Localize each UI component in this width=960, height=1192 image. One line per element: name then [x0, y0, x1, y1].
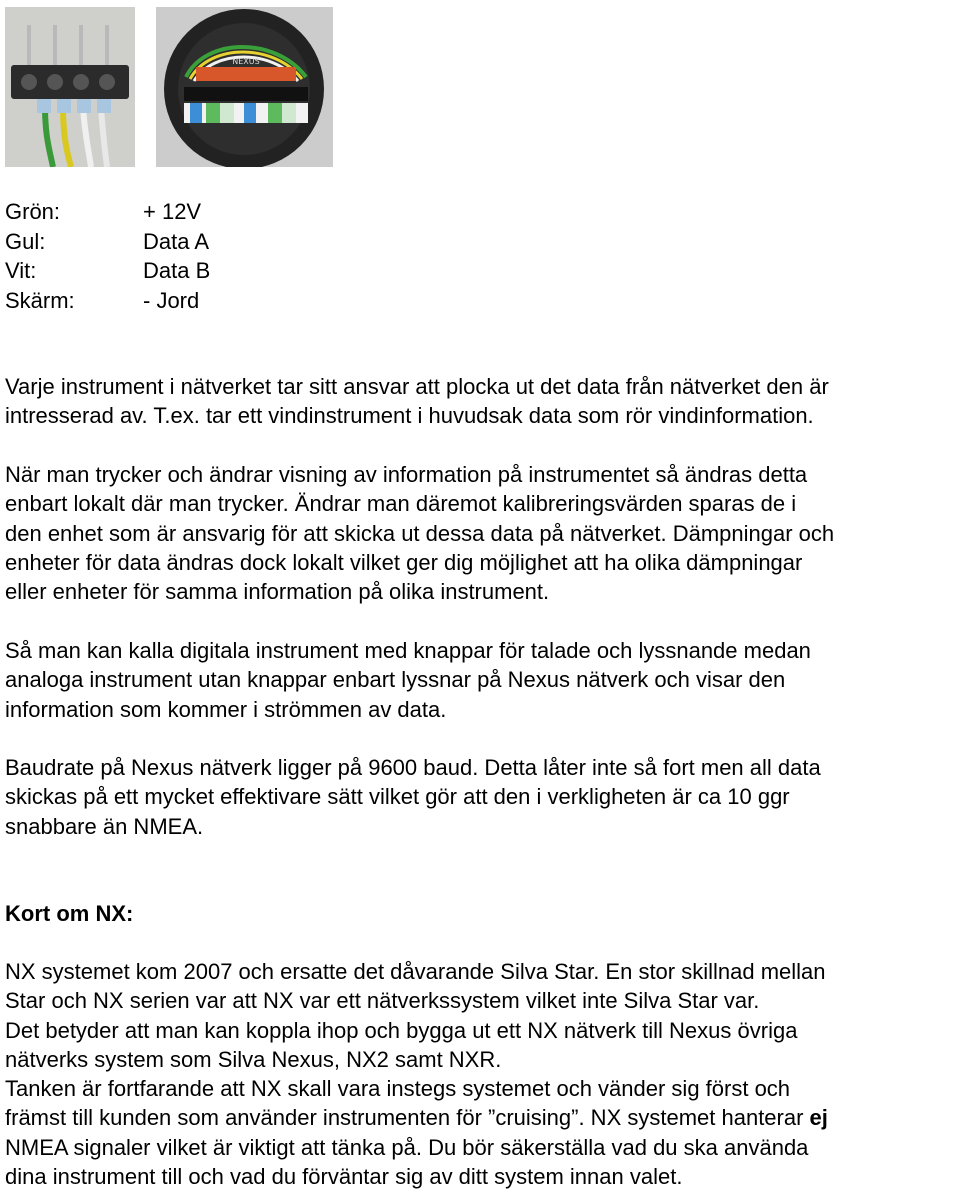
text-line: intresserad av. T.ex. tar ett vindinstrument i huvudsak data som rör vindinformation.: [5, 403, 814, 429]
wire-color-label: Grön:: [5, 199, 61, 224]
text-line: Det betyder att man kan koppla ihop och bygga ut ett NX nätverk till Nexus övriga: [5, 1017, 798, 1043]
text-line: analoga instrument utan knappar enbart lyssnar på Nexus nätverk och visar den: [5, 667, 786, 693]
paragraph-baudrate: [5, 753, 960, 841]
text-line: Så man kan kalla digitala instrument med knappar för talade och lyssnande medan: [5, 638, 811, 663]
wire-function-label: + 12V: [143, 199, 202, 224]
paragraph-local-display: [5, 460, 960, 606]
section-heading-nx: [5, 899, 960, 928]
text-segment: främst till kunden som använder instrumenten för ”cruising”. NX systemet hanterar: [5, 1105, 810, 1131]
text-line: Star och NX serien var att NX var ett nätverkssystem vilket inte Silva Star var.: [5, 988, 760, 1014]
text-line: Varje instrument i nätverket tar sitt ansvar att plocka ut det data från nätverket den är: [5, 374, 829, 399]
terminal-block-connector-photo-icon: [5, 7, 135, 167]
paragraph-nx-section: [5, 957, 960, 1191]
junction-box-photo: [156, 7, 333, 167]
wire-color-label: Vit:: [5, 258, 37, 283]
connector-photo: [5, 7, 135, 167]
text-line: nätverks system som Silva Nexus, NX2 samt NXR.: [5, 1046, 502, 1072]
text-line: Baudrate på Nexus nätverk ligger på 9600 baud. Detta låter inte så fort men all data: [5, 755, 821, 780]
text-line: Tanken är fortfarande att NX skall vara instegs systemet och vänder sig först och: [5, 1076, 791, 1102]
paragraph-digital-analog: [5, 636, 960, 724]
text-line-mixed: [5, 1103, 960, 1132]
text-line: snabbare än NMEA.: [5, 813, 204, 839]
text-line: NX systemet kom 2007 och ersatte det dåvarande Silva Star. En stor skillnad mellan: [5, 959, 826, 984]
text-line: dina instrument till och vad du förväntar sig av ditt system innan valet.: [5, 1164, 683, 1190]
text-line: den enhet som är ansvarig för att skicka ut dessa data på nätverket. Dämpningar och: [5, 520, 835, 546]
wire-function-label: Data B: [143, 258, 211, 283]
text-line: eller enheter för samma information på olika instrument.: [5, 579, 550, 605]
wire-function-label: - Jord: [143, 287, 200, 313]
wire-color-label: Skärm:: [5, 287, 75, 313]
bold-emphasis: ej: [809, 1105, 828, 1131]
nexus-marking: NEXUS: [232, 57, 260, 66]
wire-function-label: Data A: [143, 228, 210, 254]
text-line: När man trycker och ändrar visning av information på instrumentet så ändras detta: [5, 462, 808, 487]
text-line: enheter för data ändras dock lokalt vilket ger dig möjlighet att ha olika dämpningar: [5, 549, 803, 575]
text-line: enbart lokalt där man trycker. Ändrar man däremot kalibreringsvärden sparas de i: [5, 491, 797, 517]
text-line: skickas på ett mycket effektivare sätt vilket gör att den i verkligheten är ca 10 ggr: [5, 784, 790, 810]
nexus-junction-box-photo-icon: [156, 7, 333, 167]
wire-color-label: Gul:: [5, 228, 46, 254]
text-line: NMEA signaler vilket är viktigt att tänka på. Du bör säkerställa vad du ska använda: [5, 1134, 809, 1160]
heading-text: Kort om NX:: [5, 901, 134, 926]
paragraph-network-responsibility: [5, 372, 960, 431]
text-line: information som kommer i strömmen av data.: [5, 696, 447, 722]
